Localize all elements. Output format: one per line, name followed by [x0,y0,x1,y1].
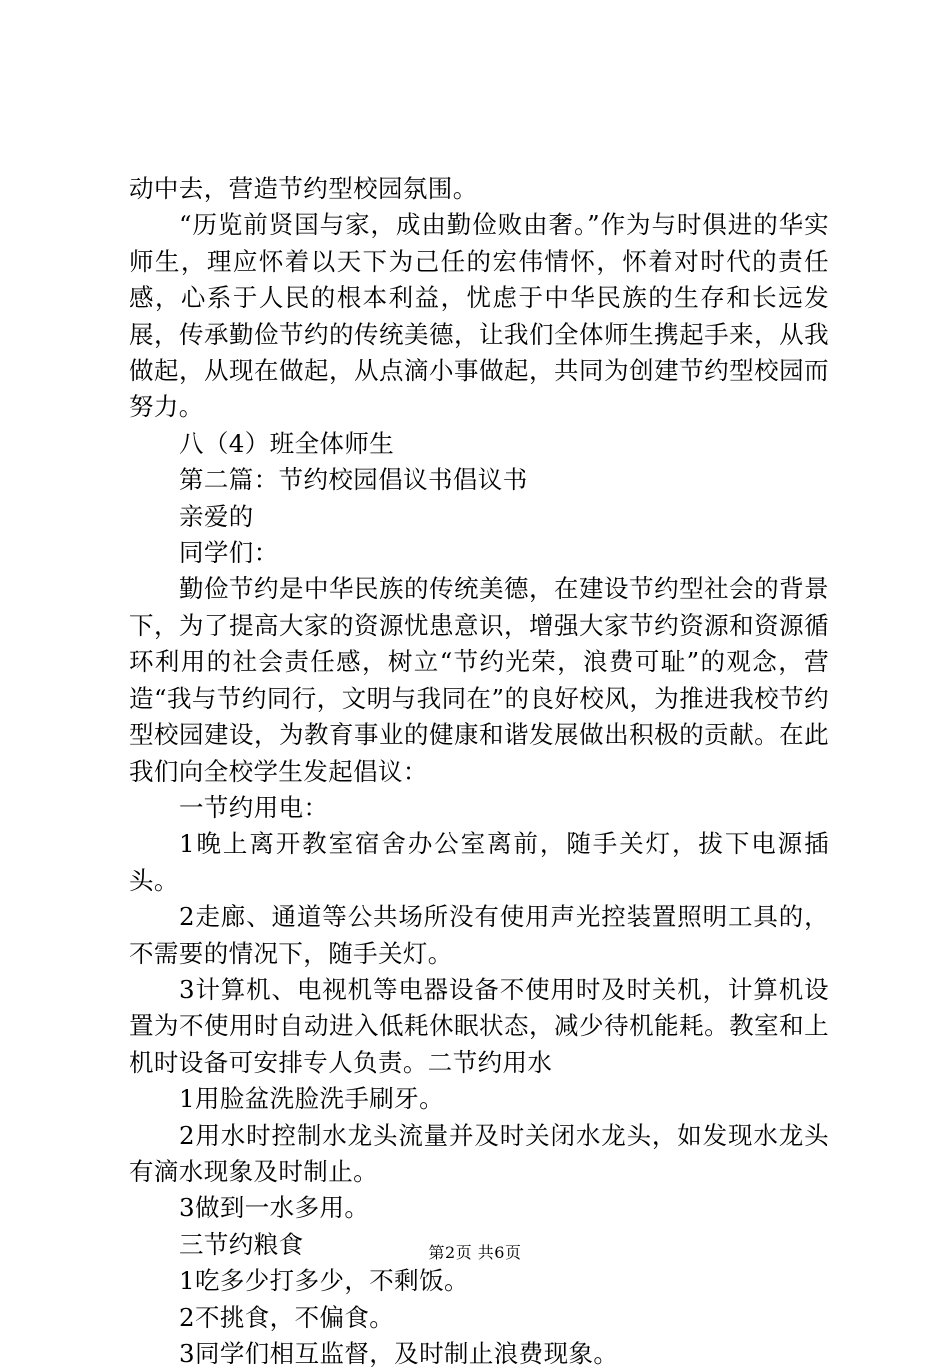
list-heading: 一节约用电： [179,792,329,822]
list-heading: 三节约粮食 [179,1229,304,1259]
page-footer [0,1242,950,1264]
page-number: 第2页 共6页 [428,1243,522,1262]
list-item: 1晚上离开教室宿舍办公室离前，随手关灯，拔下电源插头。 [129,829,829,895]
list-item: 3做到一水多用。 [179,1193,370,1223]
salutation: 亲爱的 [179,501,254,531]
list-item: 2用水时控制水龙头流量并及时关闭水龙头，如发现水龙头有滴水现象及时制止。 [129,1120,829,1186]
paragraph: 动中去，营造节约型校园氛围。 [129,174,478,203]
list-item: 2不挑食，不偏食。 [179,1302,395,1332]
paragraph: “历览前贤国与家，成由勤俭败由奢。”作为与时俱进的华实师生，理应怀着以天下为己任的宏伟情怀，怀着对时代的责任感，心系于人民的根本利益，忧虑于中华民族的生存和长远发展，传承勤俭节约的传统美德，让我们全体师生携起手来，从我做起，从现在做起，从点滴小事做起，共同为创建节约型校园而努力。 [129,210,829,422]
signature-line: 八（4）班全体师生 [179,428,395,458]
list-item: 2走廊、通道等公共场所没有使用声光控装置照明工具的，不需要的情况下，随手关灯。 [129,902,829,968]
document-body [129,171,829,1372]
list-item: 3同学们相互监督，及时制止浪费现象。 [179,1339,619,1368]
section-title: 第二篇：节约校园倡议书倡议书 [179,465,528,495]
list-item: 3计算机、电视机等电器设备不使用时及时关机，计算机设置为不使用时自动进入低耗休眠状态，减少待机能耗。教室和上机时设备可安排专人负责。二节约用水 [129,974,829,1077]
salutation: 同学们： [179,538,279,568]
list-item: 1用脸盆洗脸洗手刷牙。 [179,1084,444,1114]
paragraph: 勤俭节约是中华民族的传统美德，在建设节约型社会的背景下，为了提高大家的资源忧患意识，增强大家节约资源和资源循环利用的社会责任感，树立“节约光荣，浪费可耻”的观念，营造“我与节约同行，文明与我同在”的良好校风，为推进我校节约型校园建设，为教育事业的健康和谐发展做出积极的贡献。在此我们向全校学生发起倡议： [129,574,829,786]
list-item: 1吃多少打多少，不剩饭。 [179,1266,469,1296]
